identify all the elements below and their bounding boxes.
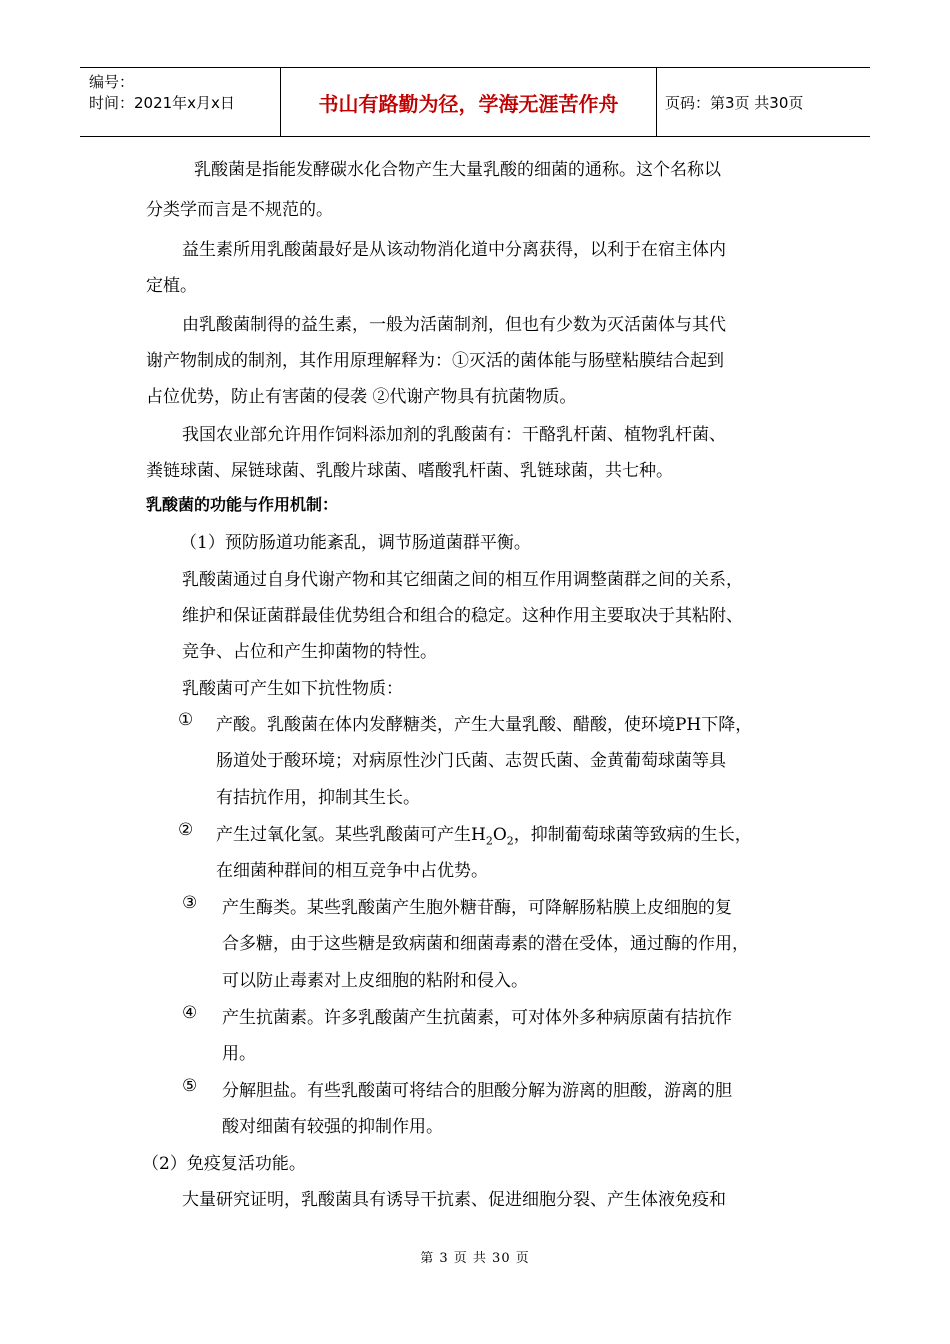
list-marker: ⑤ [182,1076,198,1096]
paragraph-line: 分类学而言是不规范的。 [146,200,333,220]
paragraph-line: 定植。 [146,276,197,296]
paragraph-line: 大量研究证明，乳酸菌具有诱导干抗素、促进细胞分裂、产生体液免疫和 [182,1190,726,1210]
list-item-line: 产酸。乳酸菌在体内发酵糖类，产生大量乳酸、醋酸，使环境PH下降， [216,715,753,735]
list-item-line [216,820,752,847]
page-footer: 第 3 页 共 30 页 [420,1251,530,1266]
list-marker: ① [178,710,194,730]
paragraph-line: 粪链球菌、屎链球菌、乳酸片球菌、嗜酸乳杆菌、乳链球菌，共七种。 [146,461,673,481]
list-item-line: 分解胆盐。有些乳酸菌可将结合的胆酸分解为游离的胆酸，游离的胆 [222,1081,732,1101]
header-motto: 书山有路勤为径，学海无涯苦作舟 [281,68,657,136]
subsection-title: （2）免疫复活功能。 [142,1154,306,1174]
page-header [80,67,870,137]
paragraph-line: 由乳酸菌制得的益生素，一般为活菌制剂，但也有少数为灭活菌体与其代 [182,315,726,335]
text-run: O [492,825,507,845]
list-item-line: 肠道处于酸环境；对病原性沙门氏菌、志贺氏菌、金黄葡萄球菌等具 [216,751,726,771]
list-item-line: 产生酶类。某些乳酸菌产生胞外糖苷酶，可降解肠粘膜上皮细胞的复 [222,898,732,918]
subscript: 2 [506,834,514,848]
paragraph-line: 维护和保证菌群最佳优势组合和组合的稳定。这种作用主要取决于其粘附、 [182,606,743,626]
code-label: 编号： [89,73,135,91]
paragraph-line: 益生素所用乳酸菌最好是从该动物消化道中分离获得，以利于在宿主体内 [182,240,726,260]
subscript: 2 [485,834,493,848]
header-page-label: 页码：第3页 共30页 [665,93,804,112]
paragraph-line: 占位优势，防止有害菌的侵袭 ②代谢产物具有抗菌物质。 [146,387,577,407]
list-marker: ④ [182,1003,198,1023]
paragraph-line: 谢产物制成的制剂，其作用原理解释为：①灭活的菌体能与肠壁粘膜结合起到 [146,351,724,371]
list-item-line: 产生抗菌素。许多乳酸菌产生抗菌素，可对体外多种病原菌有拮抗作 [222,1008,732,1028]
paragraph-line: 乳酸菌可产生如下抗性物质： [182,679,403,699]
list-marker: ③ [182,893,198,913]
paragraph-line: 竞争、占位和产生抑菌物的特性。 [182,642,437,662]
subsection-title: （1）预防肠道功能紊乱，调节肠道菌群平衡。 [180,533,531,553]
list-item-line: 在细菌种群间的相互竞争中占优势。 [216,861,488,881]
list-marker: ② [178,820,194,840]
list-item-line: 合多糖，由于这些糖是致病菌和细菌毒素的潜在受体，通过酶的作用， [222,934,749,954]
list-item-line: 有拮抗作用，抑制其生长。 [216,788,420,808]
paragraph-line: 乳酸菌通过自身代谢产物和其它细菌之间的相互作用调整菌群之间的关系， [182,570,743,590]
paragraph-line: 乳酸菌是指能发酵碳水化合物产生大量乳酸的细菌的通称。这个名称以 [194,160,721,180]
text-run: ，抑制葡萄球菌等致病的生长， [513,825,752,845]
section-heading: 乳酸菌的功能与作用机制： [146,495,339,514]
header-meta [80,68,281,136]
text-run: 产生过氧化氢。某些乳酸菌可产生H [216,825,486,845]
time-label: 时间：2021年x月x日 [89,94,235,112]
list-item-line: 用。 [222,1044,256,1064]
paragraph-line: 我国农业部允许用作饲料添加剂的乳酸菌有：干酪乳杆菌、植物乳杆菌、 [182,425,726,445]
list-item-line: 可以防止毒素对上皮细胞的粘附和侵入。 [222,971,528,991]
list-item-line: 酸对细菌有较强的抑制作用。 [222,1117,443,1137]
